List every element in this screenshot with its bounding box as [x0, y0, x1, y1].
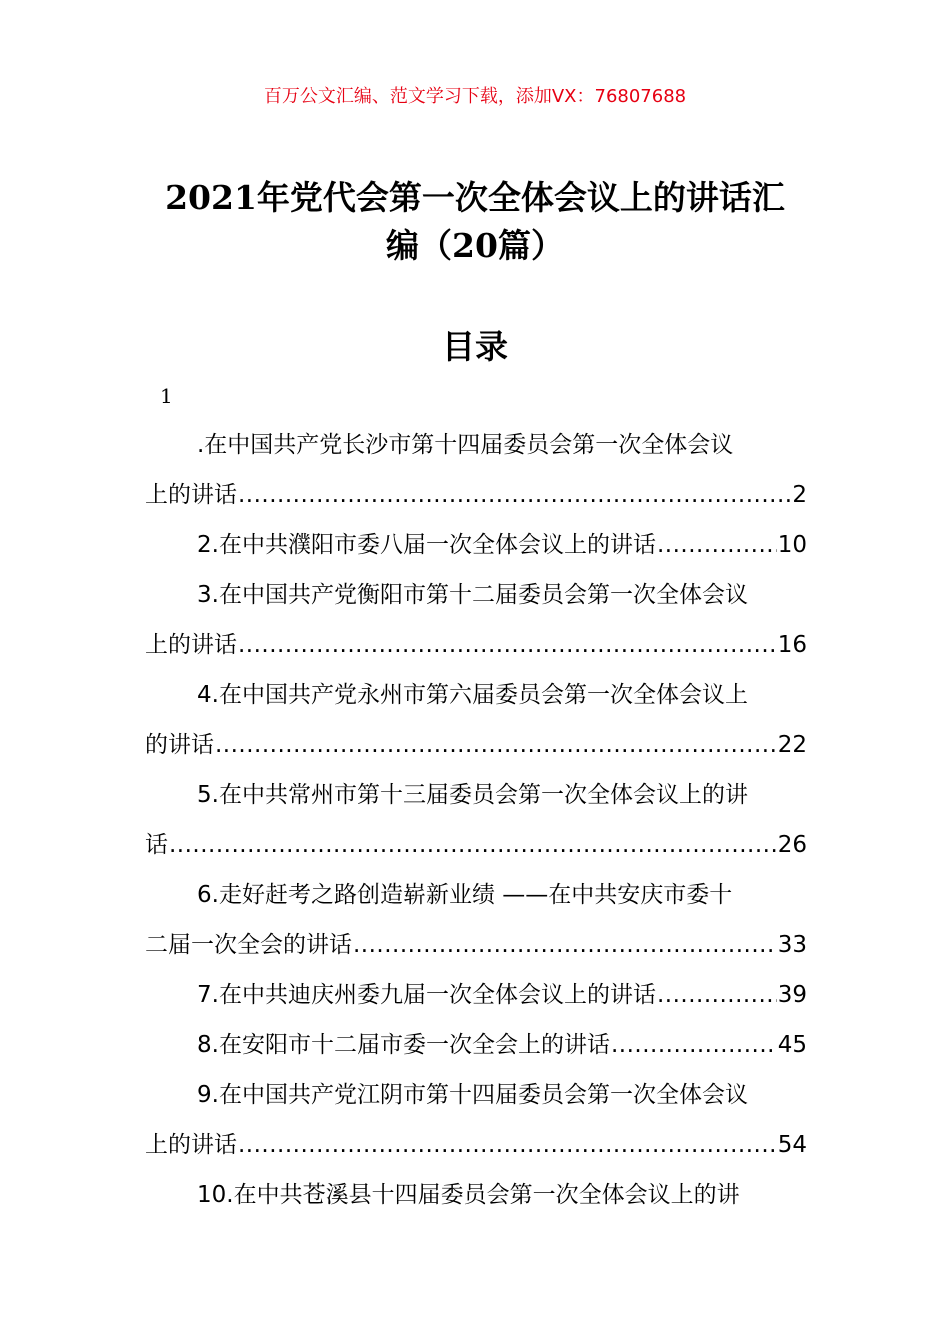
toc-entry-8[interactable]	[145, 1020, 807, 1070]
toc-entry-3-line-2[interactable]	[145, 620, 807, 670]
toc-leader-dots	[353, 920, 777, 970]
toc-entry-5-line-1[interactable]	[145, 770, 807, 820]
document-title	[140, 174, 810, 270]
toc-entry-title: 8.在安阳市十二届市委一次全会上的讲话	[197, 1032, 610, 1058]
toc-leader-dots	[238, 1120, 777, 1170]
toc-entry-title: 6.走好赶考之路创造崭新业绩 ——在中共安庆市委十	[197, 882, 733, 908]
toc-entry-title: 4.在中国共产党永州市第六届委员会第一次全体会议上	[197, 682, 748, 708]
document-title-line-1: 2021年党代会第一次全体会议上的讲话汇	[165, 178, 785, 217]
toc-entry-title-cont: 二届一次全会的讲话	[145, 932, 352, 958]
toc-entry-title-cont: 上的讲话	[145, 1132, 237, 1158]
document-title-line-2: 编（20篇）	[386, 226, 564, 265]
toc-page-number: 2	[792, 482, 807, 508]
toc-entry-title-cont: 上的讲话	[145, 482, 237, 508]
toc-entry-title-cont: 话	[145, 832, 168, 858]
toc-entry-10-line-1[interactable]	[145, 1170, 807, 1220]
toc-entry-title: 9.在中国共产党江阴市第十四届委员会第一次全体会议	[197, 1082, 748, 1108]
toc-entry-title: 7.在中共迪庆州委九届一次全体会议上的讲话	[197, 982, 656, 1008]
toc-page-number: 22	[777, 732, 807, 758]
toc-page-number: 39	[777, 982, 807, 1008]
toc-entry-9-line-1[interactable]	[145, 1070, 807, 1120]
toc-entry-5-line-2[interactable]	[145, 820, 807, 870]
toc-leader-dots	[238, 620, 777, 670]
toc-leader-dots	[215, 720, 777, 770]
toc-page-number: 45	[777, 1032, 807, 1058]
toc-entry-1-line-1[interactable]	[145, 420, 807, 470]
toc-entry-1-line-2[interactable]	[145, 470, 807, 520]
toc-leader-dots	[657, 520, 777, 570]
toc-leader-dots	[169, 820, 777, 870]
toc-page-number: 16	[777, 632, 807, 658]
toc-entry-title: 2.在中共濮阳市委八届一次全体会议上的讲话	[197, 532, 656, 558]
toc-page-number: 33	[777, 932, 807, 958]
toc-entry-6-line-2[interactable]	[145, 920, 807, 970]
toc-entry-title-cont: 上的讲话	[145, 632, 237, 658]
toc-entry-2[interactable]	[145, 520, 807, 570]
toc-leader-dots	[238, 470, 791, 520]
toc-entry-6-line-1[interactable]	[145, 870, 807, 920]
toc-entry-title: 5.在中共常州市第十三届委员会第一次全体会议上的讲	[197, 782, 748, 808]
toc-entry-7[interactable]	[145, 970, 807, 1020]
toc-heading: 目录	[442, 327, 508, 366]
toc-entry-4-line-2[interactable]	[145, 720, 807, 770]
toc-page-number: 10	[777, 532, 807, 558]
toc-entry-9-line-2[interactable]	[145, 1120, 807, 1170]
toc-page-number: 26	[777, 832, 807, 858]
toc-entry-4-line-1[interactable]	[145, 670, 807, 720]
toc-entry-title: .在中国共产党长沙市第十四届委员会第一次全体会议	[197, 432, 734, 458]
toc-entry-3-line-1[interactable]	[145, 570, 807, 620]
toc-leader-dots	[611, 1020, 777, 1070]
toc-marker: 1	[160, 384, 173, 408]
toc-entry-title: 10.在中共苍溪县十四届委员会第一次全体会议上的讲	[197, 1182, 740, 1208]
toc-page-number: 54	[777, 1132, 807, 1158]
table-of-contents	[145, 420, 807, 1220]
toc-entry-title: 3.在中国共产党衡阳市第十二届委员会第一次全体会议	[197, 582, 748, 608]
toc-leader-dots	[657, 970, 777, 1020]
promo-banner: 百万公文汇编、范文学习下载，添加VX：76807688	[263, 86, 687, 107]
toc-entry-title-cont: 的讲话	[145, 732, 214, 758]
